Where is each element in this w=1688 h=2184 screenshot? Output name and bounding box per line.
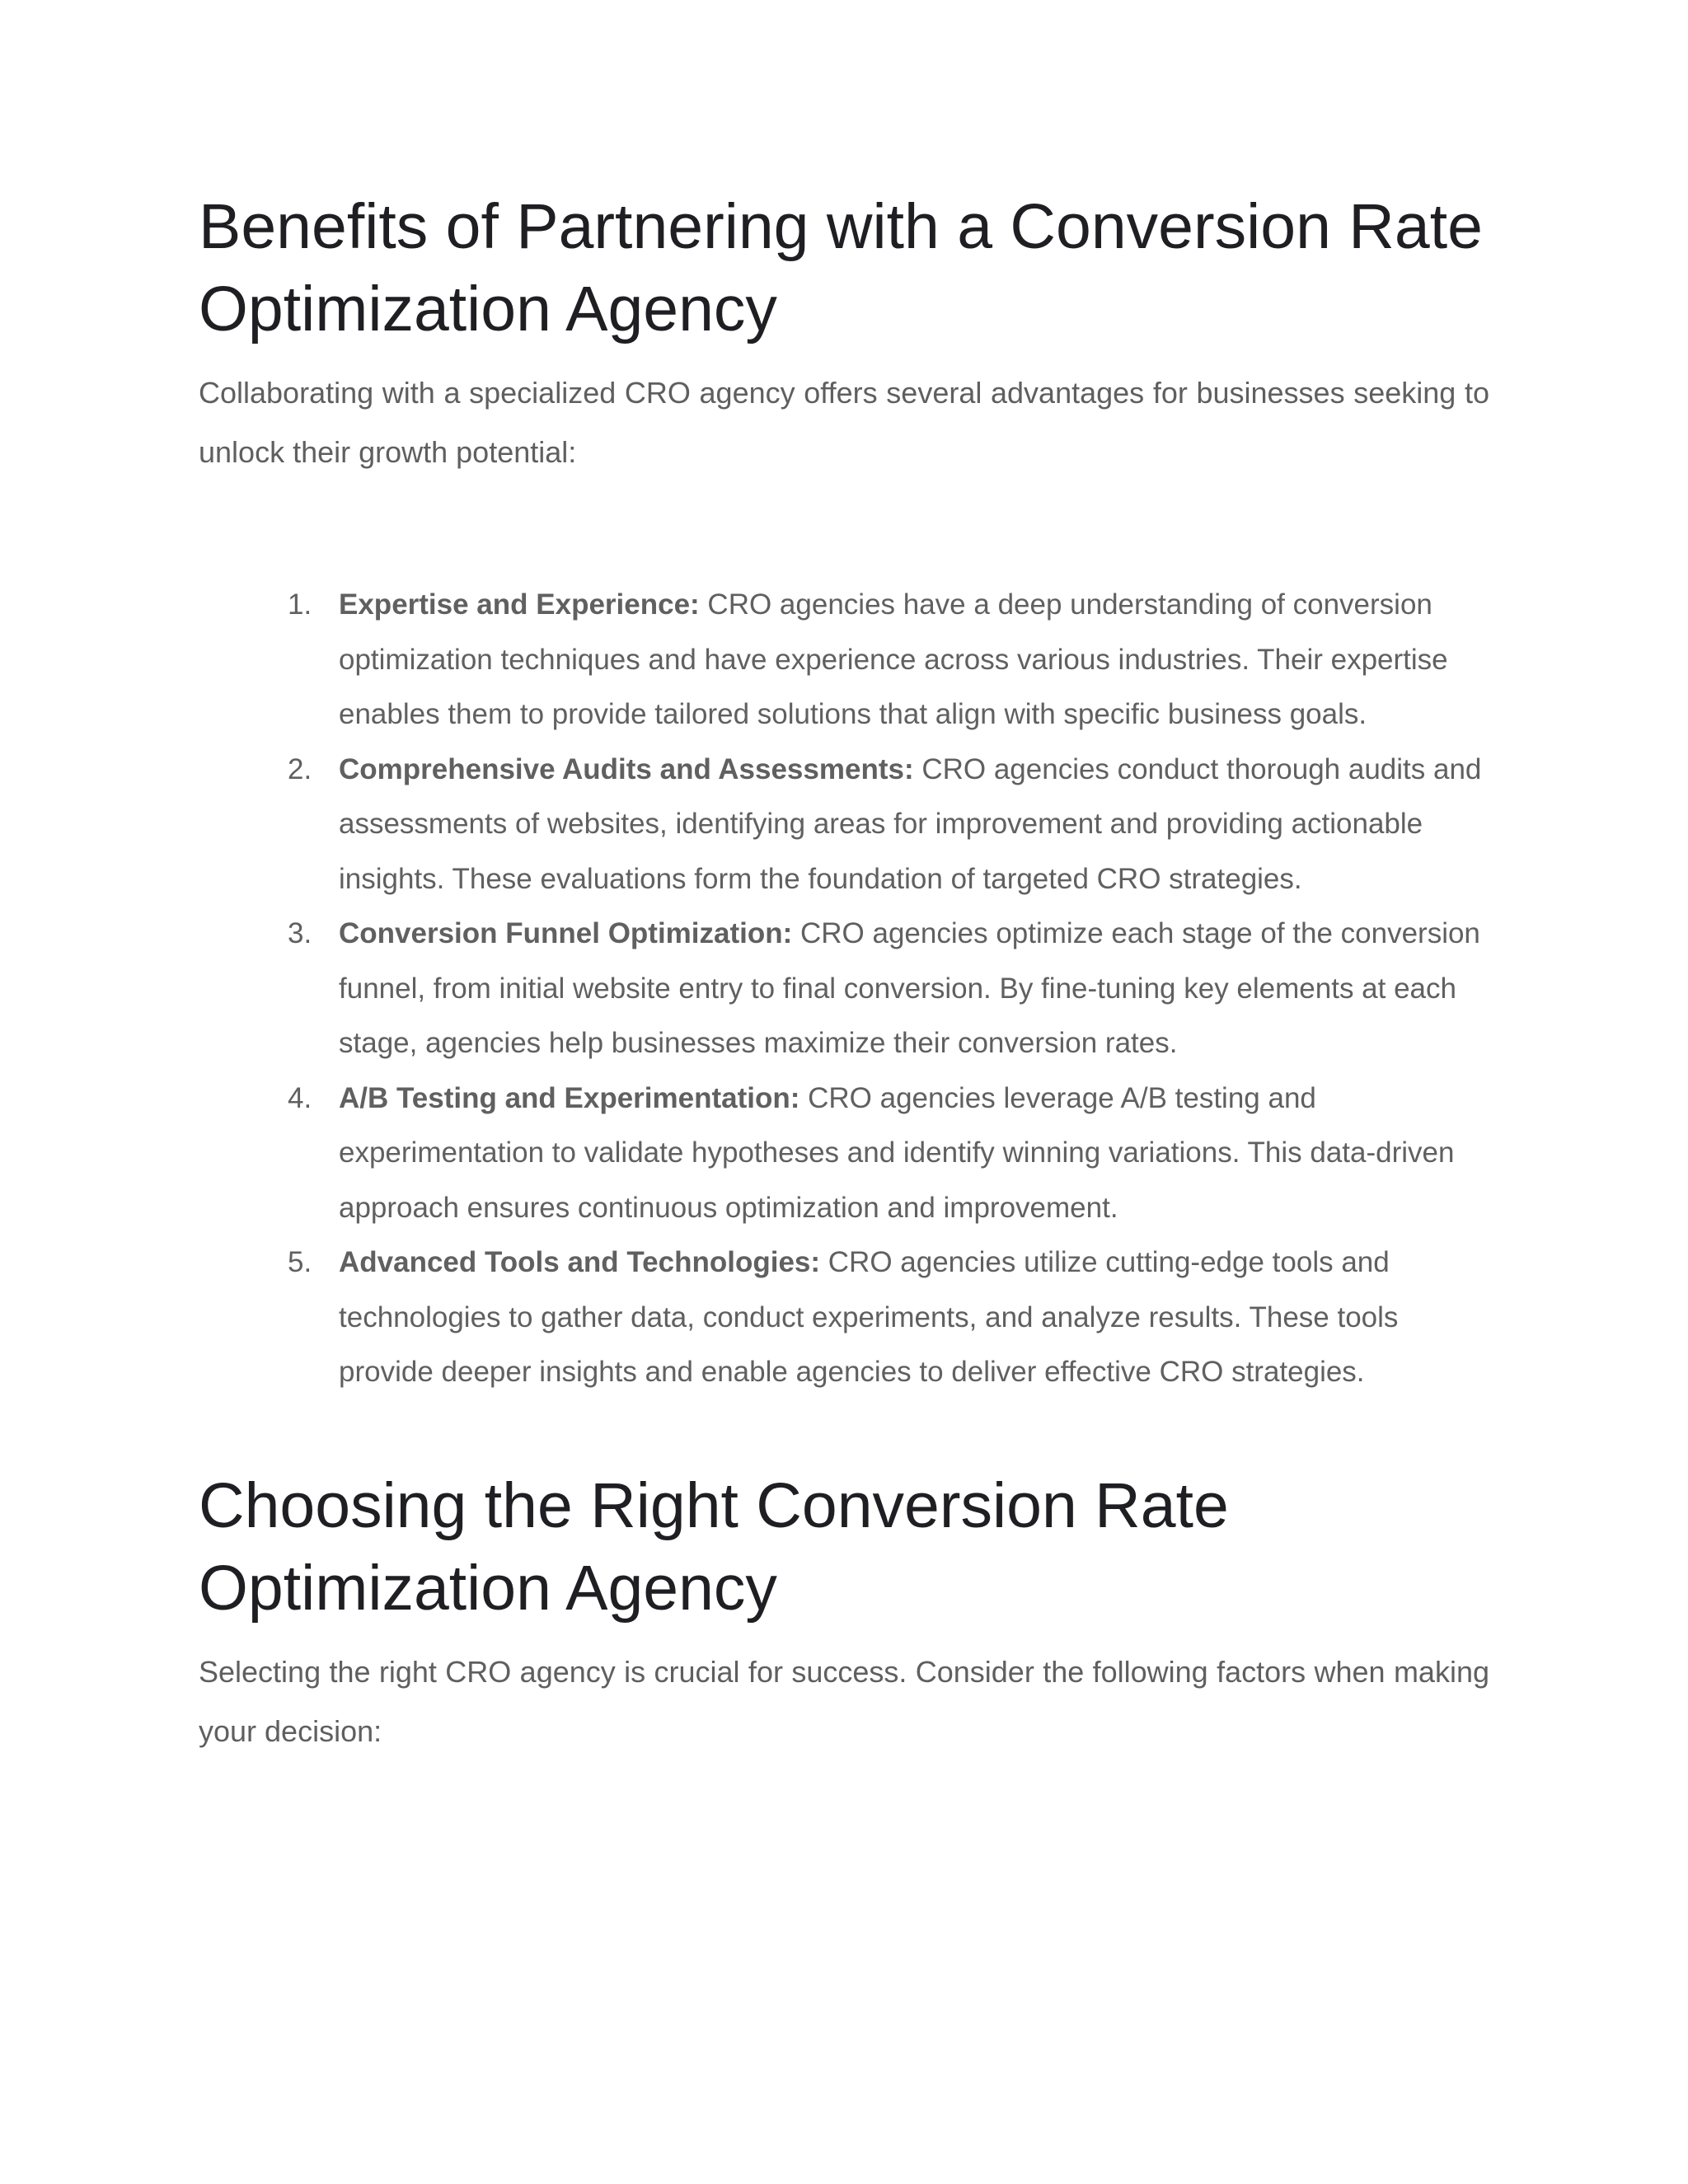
section-gap (199, 1400, 1489, 1465)
list-item (288, 578, 1489, 743)
list-item-text: CRO agencies have a deep understanding of conversion optimization techniques and have experience across various industries. Their expertise enables them to provide tailored solutions that align with specific business goals. (339, 588, 1448, 730)
list-item-text: CRO agencies leverage A/B testing and experimentation to validate hypotheses and identify winning variations. This data-driven approach ensures continuous optimization and improvement. (339, 1081, 1455, 1224)
list-item-text: CRO agencies optimize each stage of the conversion funnel, from initial website entry to final conversion. By fine-tuning key elements at each stage, agencies help businesses maximize their conversion rates. (339, 917, 1480, 1059)
document-content (199, 185, 1489, 1761)
list-item-term: Conversion Funnel Optimization: (339, 917, 793, 949)
list-item-term: A/B Testing and Experimentation: (339, 1081, 800, 1114)
list-item-text: CRO agencies utilize cutting-edge tools and technologies to gather data, conduct experiments, and analyze results. These tools provide deeper insights and enable agencies to deliver effective CRO strategies. (339, 1246, 1399, 1388)
list-item-number: 4. (288, 1081, 312, 1114)
benefits-intro-paragraph: Collaborating with a specialized CRO agency offers several advantages for businesses seeking to unlock their growth potential: (199, 376, 1489, 469)
spacer (199, 482, 1489, 578)
list-item-number: 1. (288, 588, 312, 621)
list-item-term: Comprehensive Audits and Assessments: (339, 752, 914, 785)
benefits-list (199, 578, 1489, 1400)
list-item-text: CRO agencies conduct thorough audits and assessments of websites, identifying areas for improvement and providing actionable insights. These evaluations form the foundation of targeted CRO strategies. (339, 752, 1482, 895)
list-item-term: Expertise and Experience: (339, 588, 700, 621)
list-item (288, 907, 1489, 1071)
list-item-number: 5. (288, 1246, 312, 1278)
list-item (288, 1235, 1489, 1400)
list-item (288, 1071, 1489, 1236)
section-heading-benefits: Benefits of Partnering with a Conversion Rate Optimization Agency (199, 191, 1483, 344)
list-item (288, 743, 1489, 907)
list-item-term: Advanced Tools and Technologies: (339, 1246, 821, 1278)
choosing-intro-paragraph: Selecting the right CRO agency is crucial for success. Consider the following factors when making your decision: (199, 1654, 1489, 1748)
list-item-number: 2. (288, 752, 312, 785)
section-heading-choosing: Choosing the Right Conversion Rate Optimization Agency (199, 1469, 1229, 1624)
list-item-number: 3. (288, 917, 312, 949)
